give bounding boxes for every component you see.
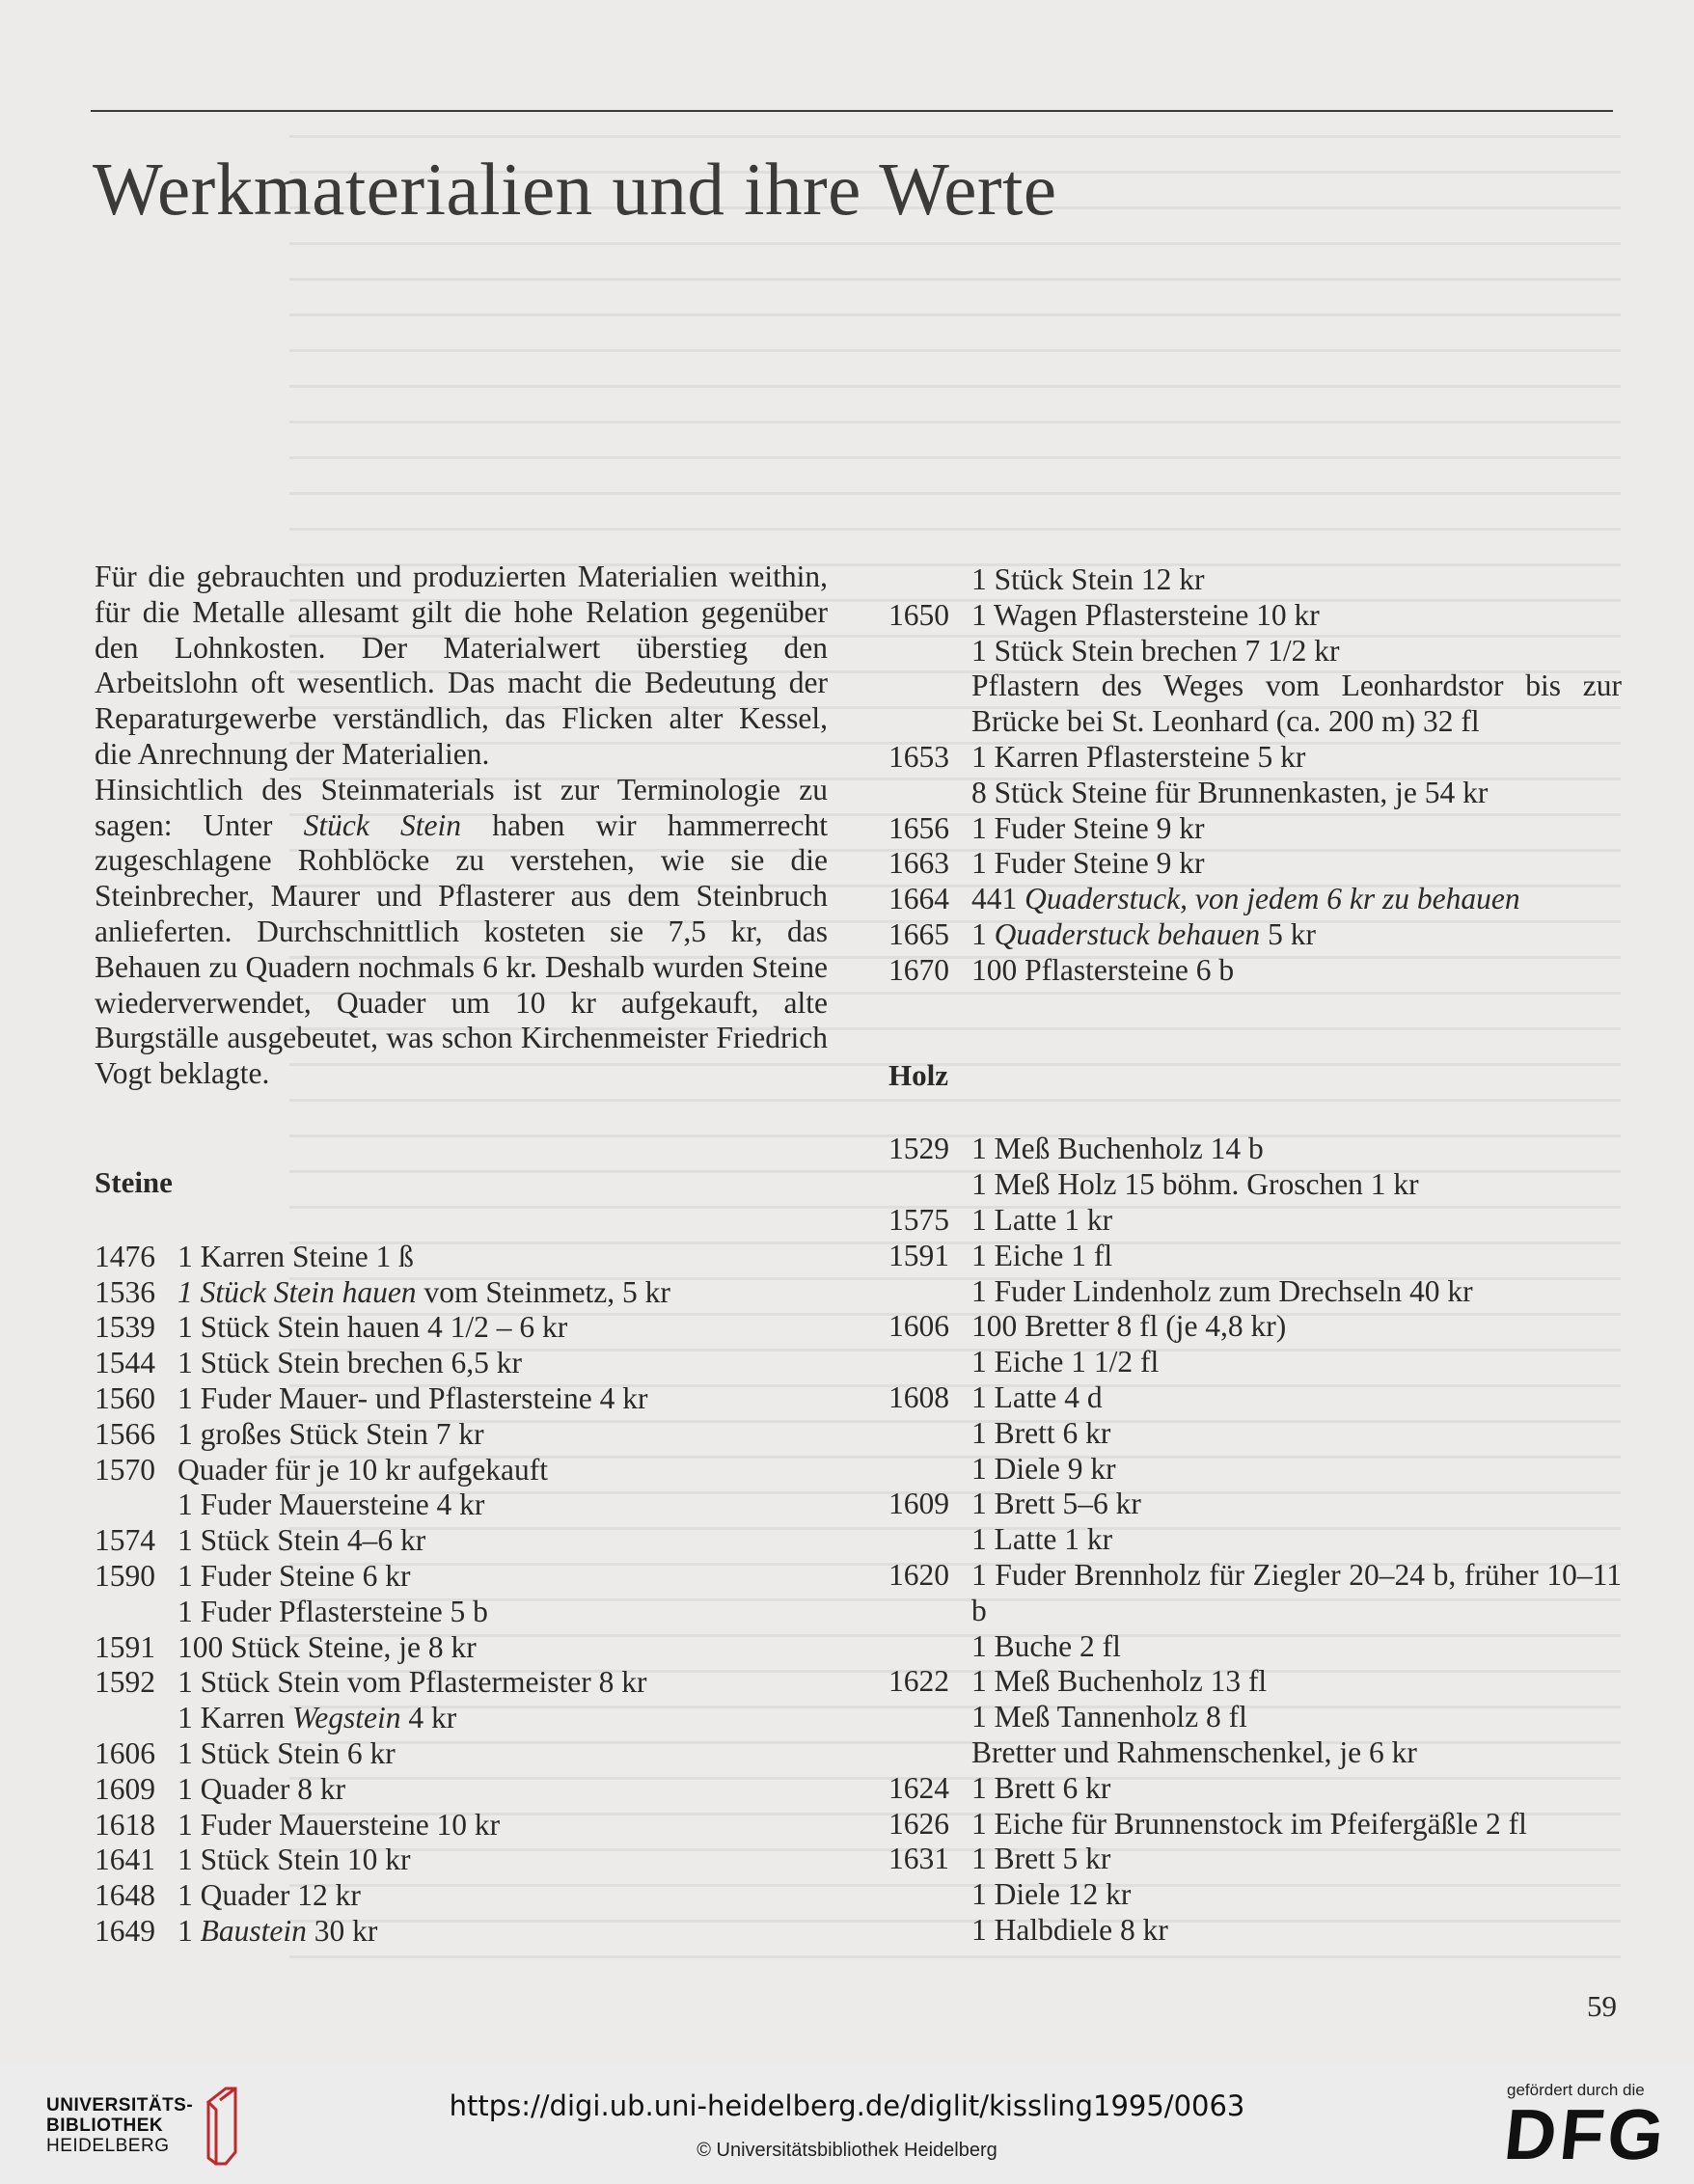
entry-item	[971, 1558, 1622, 1629]
list-entry	[888, 1380, 1622, 1416]
entry-item	[178, 1878, 828, 1914]
entry-year: 1664	[888, 882, 949, 916]
entry-text: 1 Wagen Pflastersteine 10 kr	[971, 597, 1320, 632]
entry-text: 1 Fuder Brennholz für Ziegler 20–24 b, früher 10–11 b	[971, 1557, 1622, 1627]
entry-year: 1574	[95, 1523, 155, 1558]
entry-item	[971, 1877, 1622, 1913]
section-heading-holz: Holz	[888, 1057, 948, 1092]
entry-item	[178, 1701, 828, 1736]
entry-text: 1 Fuder Mauer- und Pflastersteine 4 kr	[178, 1380, 648, 1415]
entry-text: 1 Quader 12 kr	[178, 1878, 361, 1913]
entry-item	[971, 1771, 1622, 1807]
entry-text: 1 Fuder Lindenholz zum Drechseln 40 kr	[971, 1273, 1473, 1308]
entry-text: 1 Fuder Steine 6 kr	[178, 1558, 411, 1593]
list-entry	[888, 953, 1622, 989]
entry-italic-text: Quaderstuck behauen	[994, 916, 1261, 951]
entry-text: 1 Eiche 1 fl	[971, 1238, 1113, 1272]
list-entry	[888, 882, 1622, 917]
entry-year: 1648	[95, 1878, 155, 1913]
entry-text: 1 Buche 2 fl	[971, 1628, 1121, 1663]
entry-item	[971, 917, 1622, 953]
entry-item	[971, 1203, 1622, 1239]
entry-text: 1 Stück Stein vom Pflastermeister 8 kr	[178, 1665, 647, 1700]
list-entry	[95, 1381, 828, 1417]
paragraph-italic-text: Stück Stein	[303, 807, 462, 842]
entry-year: 1592	[95, 1665, 155, 1700]
header-rule	[91, 110, 1613, 112]
entry-year: 1608	[888, 1379, 949, 1414]
entry-year: 1620	[888, 1557, 949, 1592]
entry-text: 1 Karren Pflastersteine 5 kr	[971, 739, 1306, 774]
entry-item	[178, 1240, 828, 1275]
list-entry	[95, 1417, 828, 1453]
list-entry	[888, 1203, 1622, 1239]
entry-text: 30 kr	[306, 1913, 378, 1948]
entry-text: 1 Stück Stein 4–6 kr	[178, 1523, 426, 1558]
list-entry	[888, 1842, 1622, 1877]
entry-year: 1544	[95, 1346, 155, 1380]
list-entry	[888, 1345, 1622, 1380]
entry-item	[971, 669, 1622, 740]
list-entry	[888, 1913, 1622, 1949]
entry-text: 1 Karren Steine 1 ß	[178, 1239, 414, 1273]
entry-item	[971, 846, 1622, 882]
entry-item	[971, 1487, 1622, 1522]
list-entry	[888, 1735, 1622, 1771]
entry-year: 1591	[95, 1629, 155, 1664]
entry-text: 8 Stück Steine für Brunnenkasten, je 54 kr	[971, 775, 1489, 809]
entry-text: 1 Stück Stein hauen 4 1/2 – 6 kr	[178, 1310, 568, 1345]
entry-item	[971, 1913, 1622, 1949]
entry-item	[971, 811, 1622, 847]
entry-text: 1 Latte 1 kr	[971, 1202, 1113, 1237]
entry-text: Quader für je 10 kr aufgekauft	[178, 1452, 548, 1487]
entry-item	[178, 1417, 828, 1453]
entry-text: 1 Fuder Mauersteine 10 kr	[178, 1807, 501, 1842]
entry-text: 1 Halbdiele 8 kr	[971, 1912, 1168, 1947]
list-entry	[95, 1665, 828, 1701]
entry-item	[971, 562, 1622, 598]
entry-item	[971, 776, 1622, 811]
entry-item	[971, 740, 1622, 776]
list-entry	[888, 1452, 1622, 1488]
entry-text: 1 Diele 12 kr	[971, 1877, 1132, 1912]
entry-text: 1 Stück Stein brechen 7 1/2 kr	[971, 633, 1340, 668]
entry-text: 1 Meß Holz 15 böhm. Groschen 1 kr	[971, 1167, 1419, 1202]
list-entry	[95, 1701, 828, 1736]
entry-year: 1609	[888, 1487, 949, 1521]
entry-year: 1631	[888, 1842, 949, 1876]
entry-item	[971, 598, 1622, 634]
entry-text: 1 Stück Stein 6 kr	[178, 1735, 396, 1770]
list-entry	[888, 1558, 1622, 1629]
page-title: Werkmaterialien und ihre Werte	[93, 148, 1057, 231]
list-entry	[95, 1488, 828, 1523]
funding-caption: gefördert durch die	[1507, 2081, 1645, 2099]
list-entry	[888, 1700, 1622, 1735]
list-entry	[95, 1595, 828, 1630]
entry-year: 1609	[95, 1771, 155, 1806]
right-column	[888, 562, 1622, 1949]
list-entry	[888, 1167, 1622, 1203]
entry-item	[971, 1452, 1622, 1488]
entry-text: 1 Eiche für Brunnenstock im Pfeifergäßle 2 fl	[971, 1806, 1527, 1841]
library-name-line3: HEIDELBERG	[46, 2136, 170, 2156]
dfg-logo[interactable]: DFG	[1500, 2094, 1672, 2174]
list-entry	[888, 846, 1622, 882]
entry-text: 1 Meß Buchenholz 13 fl	[971, 1664, 1268, 1699]
permalink-url[interactable]: https://digi.ub.uni-heidelberg.de/diglit/kissling1995/0063	[449, 2089, 1245, 2122]
entry-item	[178, 1772, 828, 1808]
entry-text: 1 großes Stück Stein 7 kr	[178, 1416, 484, 1451]
entry-item	[178, 1665, 828, 1701]
entry-text: 1 Karren	[178, 1701, 292, 1735]
entry-item	[971, 634, 1622, 669]
intro-text	[95, 560, 828, 1092]
entry-text: 1	[178, 1913, 201, 1948]
entry-year: 1590	[95, 1558, 155, 1593]
list-entry	[888, 1877, 1622, 1913]
list-entry	[95, 1843, 828, 1878]
list-entry	[95, 1240, 828, 1275]
entry-year: 1575	[888, 1202, 949, 1237]
entry-text: 1 Quader 8 kr	[178, 1771, 346, 1806]
entry-item	[971, 1842, 1622, 1877]
list-entry	[888, 1487, 1622, 1522]
entry-year: 1560	[95, 1380, 155, 1415]
entry-text: 1 Brett 5–6 kr	[971, 1487, 1141, 1521]
entry-item	[971, 1664, 1622, 1700]
entry-text: 5 kr	[1260, 916, 1316, 951]
entry-item	[178, 1559, 828, 1595]
library-name-line2: BIBLIOTHEK	[46, 2116, 164, 2136]
entry-text: 1 Brett 5 kr	[971, 1842, 1111, 1876]
steine-list-continued	[888, 562, 1622, 989]
entry-italic-text: Quaderstuck, von jedem 6 kr zu behauen	[1025, 882, 1520, 916]
left-column	[95, 560, 828, 1950]
entry-year: 1539	[95, 1310, 155, 1345]
entry-text: 1 Fuder Pflastersteine 5 b	[178, 1594, 488, 1628]
entry-year: 1570	[95, 1452, 155, 1487]
list-entry	[95, 1878, 828, 1914]
entry-item	[971, 1380, 1622, 1416]
list-entry	[95, 1310, 828, 1346]
entry-text: 1 Latte 1 kr	[971, 1522, 1113, 1557]
entry-text: 1	[971, 916, 995, 951]
entry-item	[971, 1274, 1622, 1310]
entry-item	[971, 1629, 1622, 1665]
entry-item	[971, 882, 1622, 917]
entry-item	[178, 1595, 828, 1630]
entry-text: 1 Stück Stein brechen 6,5 kr	[178, 1346, 522, 1380]
entry-item	[178, 1808, 828, 1843]
list-entry	[95, 1453, 828, 1488]
entry-item	[178, 1275, 828, 1311]
body-paragraph	[95, 560, 828, 773]
entry-item	[178, 1843, 828, 1878]
list-entry	[888, 1629, 1622, 1665]
list-entry	[95, 1346, 828, 1381]
entry-item	[971, 1700, 1622, 1735]
entry-text: 1 Diele 9 kr	[971, 1451, 1116, 1486]
entry-item	[971, 1309, 1622, 1345]
entry-text: 1 Fuder Mauersteine 4 kr	[178, 1488, 485, 1522]
list-entry	[888, 1309, 1622, 1345]
entry-text: 1 Stück Stein 10 kr	[178, 1843, 411, 1877]
list-entry	[888, 1807, 1622, 1843]
list-entry	[888, 1416, 1622, 1452]
steine-list	[95, 1240, 828, 1950]
entry-year: 1536	[95, 1274, 155, 1309]
paragraph-text: Hinsichtlich des Steinmaterials ist zur Terminologie zu sagen: Unter	[95, 772, 828, 842]
entry-text: 100 Pflastersteine 6 b	[971, 952, 1235, 987]
entry-text: 100 Stück Steine, je 8 kr	[178, 1629, 477, 1664]
entry-year: 1566	[95, 1416, 155, 1451]
entry-text: 1 Brett 6 kr	[971, 1415, 1111, 1450]
entry-year: 1624	[888, 1770, 949, 1805]
list-entry	[95, 1808, 828, 1843]
entry-item	[971, 1132, 1622, 1167]
section-heading-steine: Steine	[95, 1164, 173, 1199]
entry-text: 4 kr	[400, 1701, 457, 1735]
entry-text: Pflastern des Weges vom Leonhardstor bis zur Brücke bei St. Leonhard (ca. 200 m) 32 fl	[971, 669, 1622, 739]
entry-year: 1663	[888, 846, 949, 881]
holz-list	[888, 1132, 1622, 1948]
entry-text: 441	[971, 882, 1025, 916]
entry-year: 1606	[95, 1735, 155, 1770]
entry-year: 1641	[95, 1843, 155, 1877]
entry-item	[971, 1735, 1622, 1771]
entry-item	[971, 953, 1622, 989]
entry-text: 100 Bretter 8 fl (je 4,8 kr)	[971, 1309, 1287, 1344]
list-entry	[888, 776, 1622, 811]
entry-year: 1653	[888, 739, 949, 774]
list-entry	[888, 811, 1622, 847]
list-entry	[888, 1522, 1622, 1558]
entry-item	[178, 1523, 828, 1559]
entry-text: 1 Brett 6 kr	[971, 1770, 1111, 1805]
entry-text: 1 Eiche 1 1/2 fl	[971, 1345, 1160, 1379]
list-entry	[888, 917, 1622, 953]
library-name-line1: UNIVERSITÄTS-	[46, 2095, 194, 2116]
entry-text: 1 Stück Stein 12 kr	[971, 562, 1205, 596]
entry-italic-text: 1 Stück Stein hauen	[178, 1274, 417, 1309]
list-entry	[95, 1736, 828, 1772]
entry-item	[178, 1346, 828, 1381]
entry-item	[178, 1453, 828, 1488]
entry-year: 1622	[888, 1664, 949, 1699]
entry-item	[971, 1807, 1622, 1843]
entry-italic-text: Wegstein	[291, 1701, 401, 1735]
entry-text: 1 Fuder Steine 9 kr	[971, 810, 1205, 845]
copyright-notice: © Universitätsbibliothek Heidelberg	[697, 2140, 997, 2161]
list-entry	[888, 669, 1622, 740]
entry-text: 1 Meß Tannenholz 8 fl	[971, 1700, 1247, 1734]
entry-year: 1665	[888, 916, 949, 951]
entry-italic-text: Baustein	[200, 1913, 307, 1948]
list-entry	[95, 1275, 828, 1311]
entry-year: 1650	[888, 597, 949, 632]
paragraph-text: Für die gebrauchten und produzierten Materialien weithin, für die Metalle allesamt gilt die hohe Relation gegenüber den Lohnkosten. Der Materialwert überstieg den Arbeitslohn oft wesentlich. Das macht die Bedeutung der Reparaturgewerbe verständlich, das Flicken alter Kessel, die Anrechnung der Materialien.	[95, 560, 828, 771]
entry-item	[178, 1630, 828, 1666]
entry-year: 1656	[888, 810, 949, 845]
entry-text: vom Steinmetz, 5 kr	[416, 1274, 670, 1309]
list-entry	[95, 1559, 828, 1595]
entry-text: 1 Fuder Steine 9 kr	[971, 846, 1205, 881]
list-entry	[888, 1132, 1622, 1167]
list-entry	[888, 598, 1622, 634]
body-paragraph	[95, 773, 828, 1092]
entry-year: 1591	[888, 1238, 949, 1272]
entry-item	[178, 1310, 828, 1346]
list-entry	[888, 1664, 1622, 1700]
entry-item	[178, 1488, 828, 1523]
entry-text: 1 Latte 4 d	[971, 1379, 1103, 1414]
entry-year: 1626	[888, 1806, 949, 1841]
entry-year: 1476	[95, 1239, 155, 1273]
entry-item	[971, 1416, 1622, 1452]
list-entry	[888, 1239, 1622, 1274]
entry-item	[971, 1522, 1622, 1558]
list-entry	[95, 1523, 828, 1559]
entry-item	[178, 1381, 828, 1417]
entry-year: 1670	[888, 952, 949, 987]
list-entry	[888, 634, 1622, 669]
page-number: 59	[1587, 1989, 1617, 2023]
entry-year: 1529	[888, 1132, 949, 1166]
list-entry	[888, 1274, 1622, 1310]
list-entry	[95, 1914, 828, 1950]
entry-year: 1618	[95, 1807, 155, 1842]
list-entry	[888, 1771, 1622, 1807]
entry-year: 1606	[888, 1309, 949, 1344]
entry-item	[178, 1736, 828, 1772]
entry-item	[971, 1167, 1622, 1203]
list-entry	[95, 1772, 828, 1808]
list-entry	[888, 740, 1622, 776]
entry-text: 1 Meß Buchenholz 14 b	[971, 1132, 1264, 1166]
entry-item	[971, 1239, 1622, 1274]
list-entry	[95, 1630, 828, 1666]
entry-item	[178, 1914, 828, 1950]
list-entry	[888, 562, 1622, 598]
entry-text: Bretter und Rahmenschenkel, je 6 kr	[971, 1734, 1417, 1769]
entry-item	[971, 1345, 1622, 1380]
entry-year: 1649	[95, 1913, 155, 1948]
paragraph-text: haben wir hammerrecht zugeschlagene Rohblöcke zu verstehen, wie sie die Steinbrecher, Maurer und Pflasterer aus dem Steinbruch anlieferten. Durchschnittlich kosteten sie 7,5 kr, das Behauen zu Quadern nochmals 6 kr. Deshalb wurden Steine wiederverwendet, Quader um 10 kr aufgekauft, alte Burgställe ausgebeutet, was schon Kirchenmeister Friedrich Vogt beklagte.	[95, 807, 828, 1091]
